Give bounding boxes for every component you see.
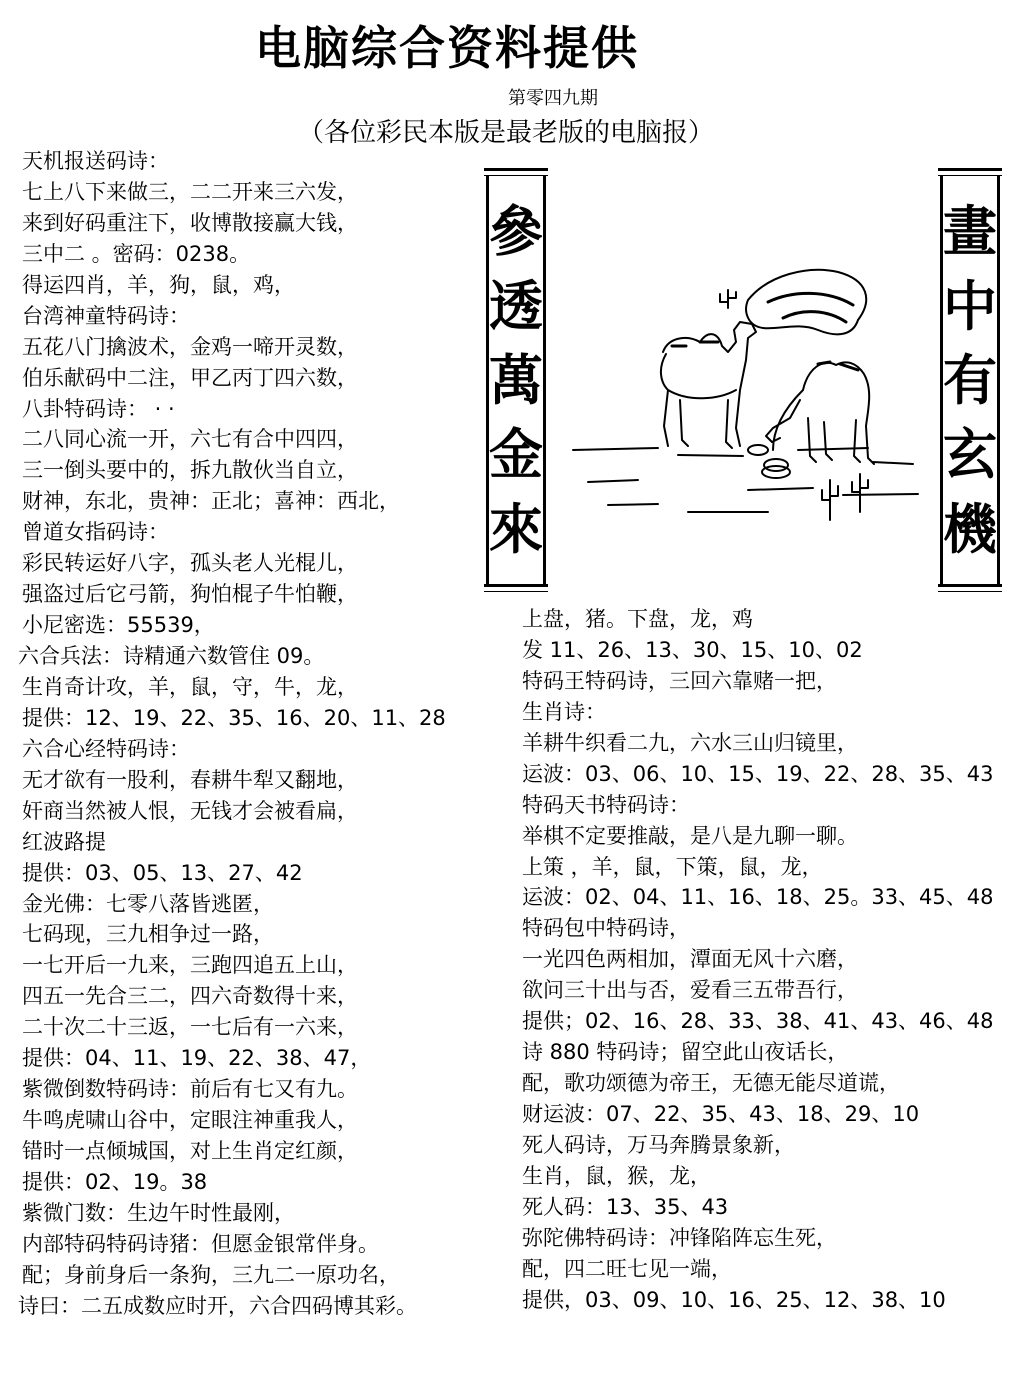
left-text-line: 来到好码重注下，收博散接赢大钱， xyxy=(22,210,358,235)
scroll-top-rod xyxy=(484,168,548,176)
scroll-character: 透 xyxy=(489,273,543,338)
left-text-line: 紫微倒数特码诗：前后有七又有九。 xyxy=(22,1077,358,1102)
left-text-line: 内部特码特码诗猪：但愿金银常伴身。 xyxy=(22,1231,379,1256)
left-hanging-scroll xyxy=(484,168,548,592)
left-text-line: 紫微门数：生边午时性最刚， xyxy=(22,1200,295,1225)
left-text-line: 奸商当然被人恨，无钱才会被看扁， xyxy=(22,798,358,823)
right-text-line: 发 11、26、13、30、15、10、02 xyxy=(522,637,863,662)
left-text-line: 七上八下来做三，二二开来三六发， xyxy=(22,179,358,204)
right-text-line: 运波：03、06、10、15、19、22、28、35、43 xyxy=(522,761,994,786)
scroll-character: 玄 xyxy=(943,422,997,487)
left-text-line: 伯乐献码中二注，甲乙丙丁四六数， xyxy=(22,365,358,390)
right-text-line: 上盘，猪。下盘，龙，鸡 xyxy=(522,607,753,631)
right-text-line: 提供；02、16、28、33、38、41、43、46、48 xyxy=(522,1009,994,1034)
left-text-line: 生肖奇计攻，羊，鼠，守，牛，龙， xyxy=(22,674,358,699)
left-text-line: 三中二 。密码：0238。 xyxy=(22,241,251,266)
right-text-line: 诗 880 特码诗；留空此山夜话长， xyxy=(522,1040,849,1065)
left-text-line: 一七开后一九来，三跑四追五上山， xyxy=(22,953,358,978)
right-text-line: 死人码：13、35、43 xyxy=(522,1194,729,1219)
left-text-line: 诗曰：二五成数应时开，六合四码博其彩。 xyxy=(18,1293,417,1318)
left-text-line: 二十次二十三返，一七后有一六来， xyxy=(22,1015,358,1040)
right-text-line: 死人码诗，万马奔腾景象新， xyxy=(522,1132,795,1157)
right-text-line: 弥陀佛特码诗：冲锋陷阵忘生死， xyxy=(522,1225,837,1250)
left-text-line: 牛鸣虎啸山谷中，定眼注神重我人， xyxy=(22,1108,358,1133)
left-text-line: 台湾神童特码诗： xyxy=(22,303,190,328)
scroll-character: 萬 xyxy=(489,347,543,412)
left-text-line: 提供：12、19、22、35、16、20、11、28 xyxy=(22,705,446,730)
left-text-line: 四五一先合三二，四六奇数得十来， xyxy=(22,984,358,1009)
scroll-bottom-rod xyxy=(938,584,1002,592)
left-text-line: 三一倒头要中的，拆九散伙当自立， xyxy=(22,458,358,483)
left-text-line: 六合兵法：诗精通六数管住 09。 xyxy=(18,644,325,668)
left-text-line: 天机报送码诗： xyxy=(22,149,169,173)
left-text-line: 无才欲有一股利，春耕牛犁又翻地， xyxy=(22,767,358,792)
right-text-line: 配，歌功颂德为帝王，无德无能尽道谎， xyxy=(522,1071,900,1096)
right-text-line: 配，四二旺七见一端， xyxy=(522,1256,732,1281)
right-text-line: 举棋不定要推敲，是八是九聊一聊。 xyxy=(522,823,858,848)
left-text-line: 二八同心流一开，六七有合中四四， xyxy=(22,427,358,452)
left-text-line: 七码现，三九相争过一路， xyxy=(22,922,274,947)
right-text-line: 运波：02、04、11、16、18、25。33、45、48 xyxy=(522,885,994,910)
scroll-paper xyxy=(486,176,546,584)
right-text-line: 欲问三十出与否，爱看三五带吾行， xyxy=(522,978,858,1003)
scroll-character: 畫 xyxy=(943,199,997,264)
left-text-line: 提供：02、19。38 xyxy=(22,1169,208,1194)
left-text-column xyxy=(18,146,446,1322)
right-text-line: 财运波：07、22、35、43、18、29、10 xyxy=(522,1102,920,1126)
left-text-line: 红波路提 xyxy=(22,829,106,854)
camel-desert-illustration xyxy=(568,250,928,540)
scroll-character: 有 xyxy=(943,347,997,412)
left-text-line: 八卦特码诗： · · xyxy=(22,396,175,421)
left-text-line: 财神，东北，贵神：正北；喜神：西北， xyxy=(22,489,400,514)
scroll-top-rod xyxy=(938,168,1002,176)
left-text-line: 小尼密选：55539， xyxy=(22,613,215,638)
page-title: 电脑综合资料提供 xyxy=(255,21,639,75)
right-text-column xyxy=(522,604,994,1316)
left-text-line: 得运四肖，羊，狗，鼠，鸡， xyxy=(22,272,295,297)
right-text-line: 特码天书特码诗： xyxy=(522,792,690,817)
right-text-line: 一光四色两相加，潭面无风十六磨， xyxy=(522,947,858,972)
scroll-character: 參 xyxy=(489,199,543,264)
right-text-line: 羊耕牛织看二九，六水三山归镜里， xyxy=(522,730,858,755)
right-text-line: 特码包中特码诗， xyxy=(522,916,690,941)
left-text-line: 提供：04、11、19、22、38、47， xyxy=(22,1046,372,1071)
right-text-line: 生肖，鼠，猴，龙， xyxy=(522,1163,711,1188)
left-text-line: 错时一点倾城国，对上生肖定红颜， xyxy=(22,1139,358,1163)
right-text-line: 生肖诗： xyxy=(522,699,606,724)
issue-number: 第零四九期 xyxy=(508,88,598,109)
left-text-line: 配；身前身后一条狗，三九二一原功名， xyxy=(22,1262,400,1287)
left-text-line: 六合心经特码诗： xyxy=(22,736,190,761)
left-text-line: 强盗过后它弓箭，狗怕棍子牛怕鞭， xyxy=(22,582,358,607)
left-text-line: 金光佛：七零八落皆逃匿， xyxy=(22,891,274,916)
scroll-character: 金 xyxy=(489,422,543,487)
scroll-character: 來 xyxy=(489,496,543,561)
page-subtitle: （各位彩民本版是最老版的电脑报） xyxy=(298,118,715,148)
left-text-line: 彩民转运好八字，孤头老人光棍儿， xyxy=(22,551,358,576)
left-text-line: 提供：03、05、13、27、42 xyxy=(22,860,303,885)
right-text-line: 提供，03、09、10、16、25、12、38、10 xyxy=(522,1287,946,1312)
right-hanging-scroll xyxy=(938,168,1002,592)
right-text-line: 特码王特码诗，三回六靠赌一把， xyxy=(522,668,837,693)
left-text-line: 五花八门擒波术，金鸡一啼开灵数， xyxy=(22,334,358,359)
scroll-bottom-rod xyxy=(484,584,548,592)
scroll-character: 機 xyxy=(943,496,997,561)
scroll-paper xyxy=(940,176,1000,584)
left-text-line: 曾道女指码诗： xyxy=(22,520,169,545)
scroll-character: 中 xyxy=(943,273,997,338)
right-text-line: 上策 ，羊，鼠，下策，鼠，龙， xyxy=(522,854,823,879)
